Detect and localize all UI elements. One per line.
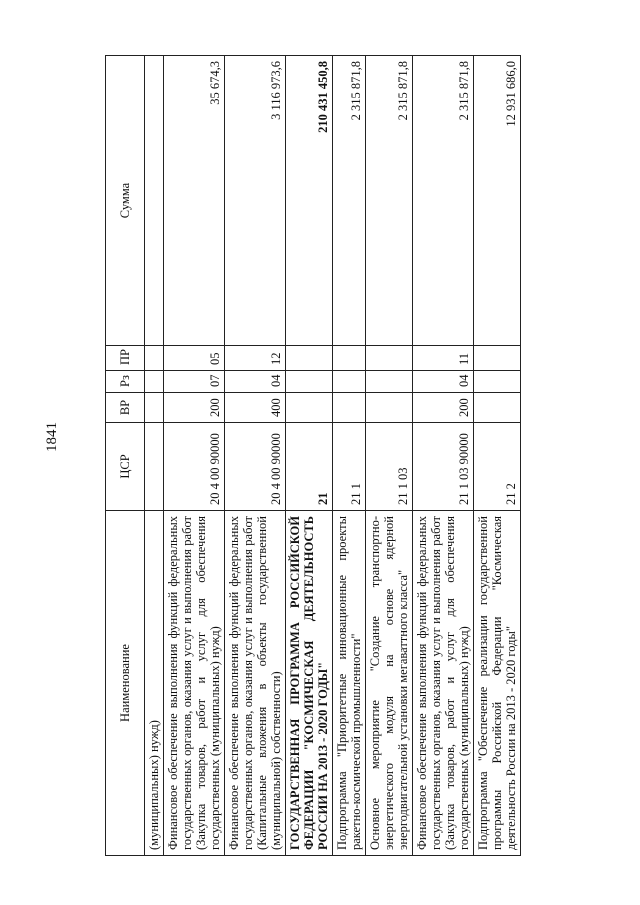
header-sum: Сумма — [106, 56, 145, 346]
table-row — [413, 56, 474, 856]
cell-vr — [474, 393, 521, 423]
cell-rz — [145, 371, 164, 393]
cell-csr: 21 2 — [474, 423, 521, 511]
cell-name: Финансовое обеспечение выполнения функций федеральных государственных органов, оказания услуг и выполнения работ (Закупка товаров, работ и услуг для обеспечения государственных (муниципальных) нужд) — [164, 511, 225, 856]
cell-name: Основное мероприятие "Создание транспортно-энергетического модуля на основе ядерной энергодвигательной установки мегаваттного класса" — [366, 511, 413, 856]
cell-pr: 05 — [164, 346, 225, 371]
header-vr: ВР — [106, 393, 145, 423]
cell-rz — [286, 371, 333, 393]
header-rz: Рз — [106, 371, 145, 393]
cell-rz: 07 — [164, 371, 225, 393]
table-row — [164, 56, 225, 856]
cell-vr — [145, 393, 164, 423]
table-row — [286, 56, 333, 856]
cell-pr — [145, 346, 164, 371]
cell-rz: 04 — [225, 371, 286, 393]
cell-sum: 2 315 871,8 — [333, 56, 366, 346]
cell-vr — [366, 393, 413, 423]
cell-csr: 21 1 03 90000 — [413, 423, 474, 511]
cell-pr: 11 — [413, 346, 474, 371]
cell-name: Подпрограмма "Приоритетные инновационные проекты ракетно-космической промышленности" — [333, 511, 366, 856]
table-row — [225, 56, 286, 856]
cell-name: Подпрограмма "Обеспечение реализации государственной программы Российской Федерации "Космическая деятельность России на 2013 - 2020 годы" — [474, 511, 521, 856]
cell-csr: 20 4 00 90000 — [164, 423, 225, 511]
header-csr: ЦСР — [106, 423, 145, 511]
cell-pr — [474, 346, 521, 371]
header-name: Наименование — [106, 511, 145, 856]
page-number: 1841 — [44, 422, 60, 452]
cell-vr — [333, 393, 366, 423]
cell-sum: 2 315 871,8 — [366, 56, 413, 346]
cell-sum: 3 116 973,6 — [225, 56, 286, 346]
cell-rz — [366, 371, 413, 393]
cell-pr — [286, 346, 333, 371]
cell-pr: 12 — [225, 346, 286, 371]
cell-vr — [286, 393, 333, 423]
table-header-row — [106, 56, 145, 856]
cell-csr: 20 4 00 90000 — [225, 423, 286, 511]
cell-rz — [333, 371, 366, 393]
cell-csr: 21 — [286, 423, 333, 511]
cell-name: Финансовое обеспечение выполнения функций федеральных государственных органов, оказания услуг и выполнения работ (Закупка товаров, работ и услуг для обеспечения государственных (муниципальных) нужд) — [413, 511, 474, 856]
table-body — [145, 56, 521, 856]
budget-table-sheet — [105, 56, 608, 856]
cell-name: Финансовое обеспечение выполнения функций федеральных государственных органов, оказания услуг и выполнения работ (Капитальные вложения в объекты государственной (муниципальной) собственности) — [225, 511, 286, 856]
cell-csr — [145, 423, 164, 511]
cell-vr: 400 — [225, 393, 286, 423]
cell-name: ГОСУДАРСТВЕННАЯ ПРОГРАММА РОССИЙСКОЙ ФЕДЕРАЦИИ "КОСМИЧЕСКАЯ ДЕЯТЕЛЬНОСТЬ РОССИИ НА 2013 - 2020 ГОДЫ" — [286, 511, 333, 856]
cell-sum — [145, 56, 164, 346]
cell-sum: 35 674,3 — [164, 56, 225, 346]
cell-sum: 210 431 450,8 — [286, 56, 333, 346]
table-row — [145, 56, 164, 856]
cell-rz — [474, 371, 521, 393]
table-row — [366, 56, 413, 856]
cell-pr — [333, 346, 366, 371]
cell-vr: 200 — [413, 393, 474, 423]
cell-csr: 21 1 — [333, 423, 366, 511]
header-pr: ПР — [106, 346, 145, 371]
cell-pr — [366, 346, 413, 371]
budget-table — [105, 55, 521, 856]
table-row — [474, 56, 521, 856]
cell-rz: 04 — [413, 371, 474, 393]
cell-csr: 21 1 03 — [366, 423, 413, 511]
cell-sum: 12 931 686,0 — [474, 56, 521, 346]
cell-vr: 200 — [164, 393, 225, 423]
cell-sum: 2 315 871,8 — [413, 56, 474, 346]
cell-name: (муниципальных) нужд) — [145, 511, 164, 856]
table-row — [333, 56, 366, 856]
